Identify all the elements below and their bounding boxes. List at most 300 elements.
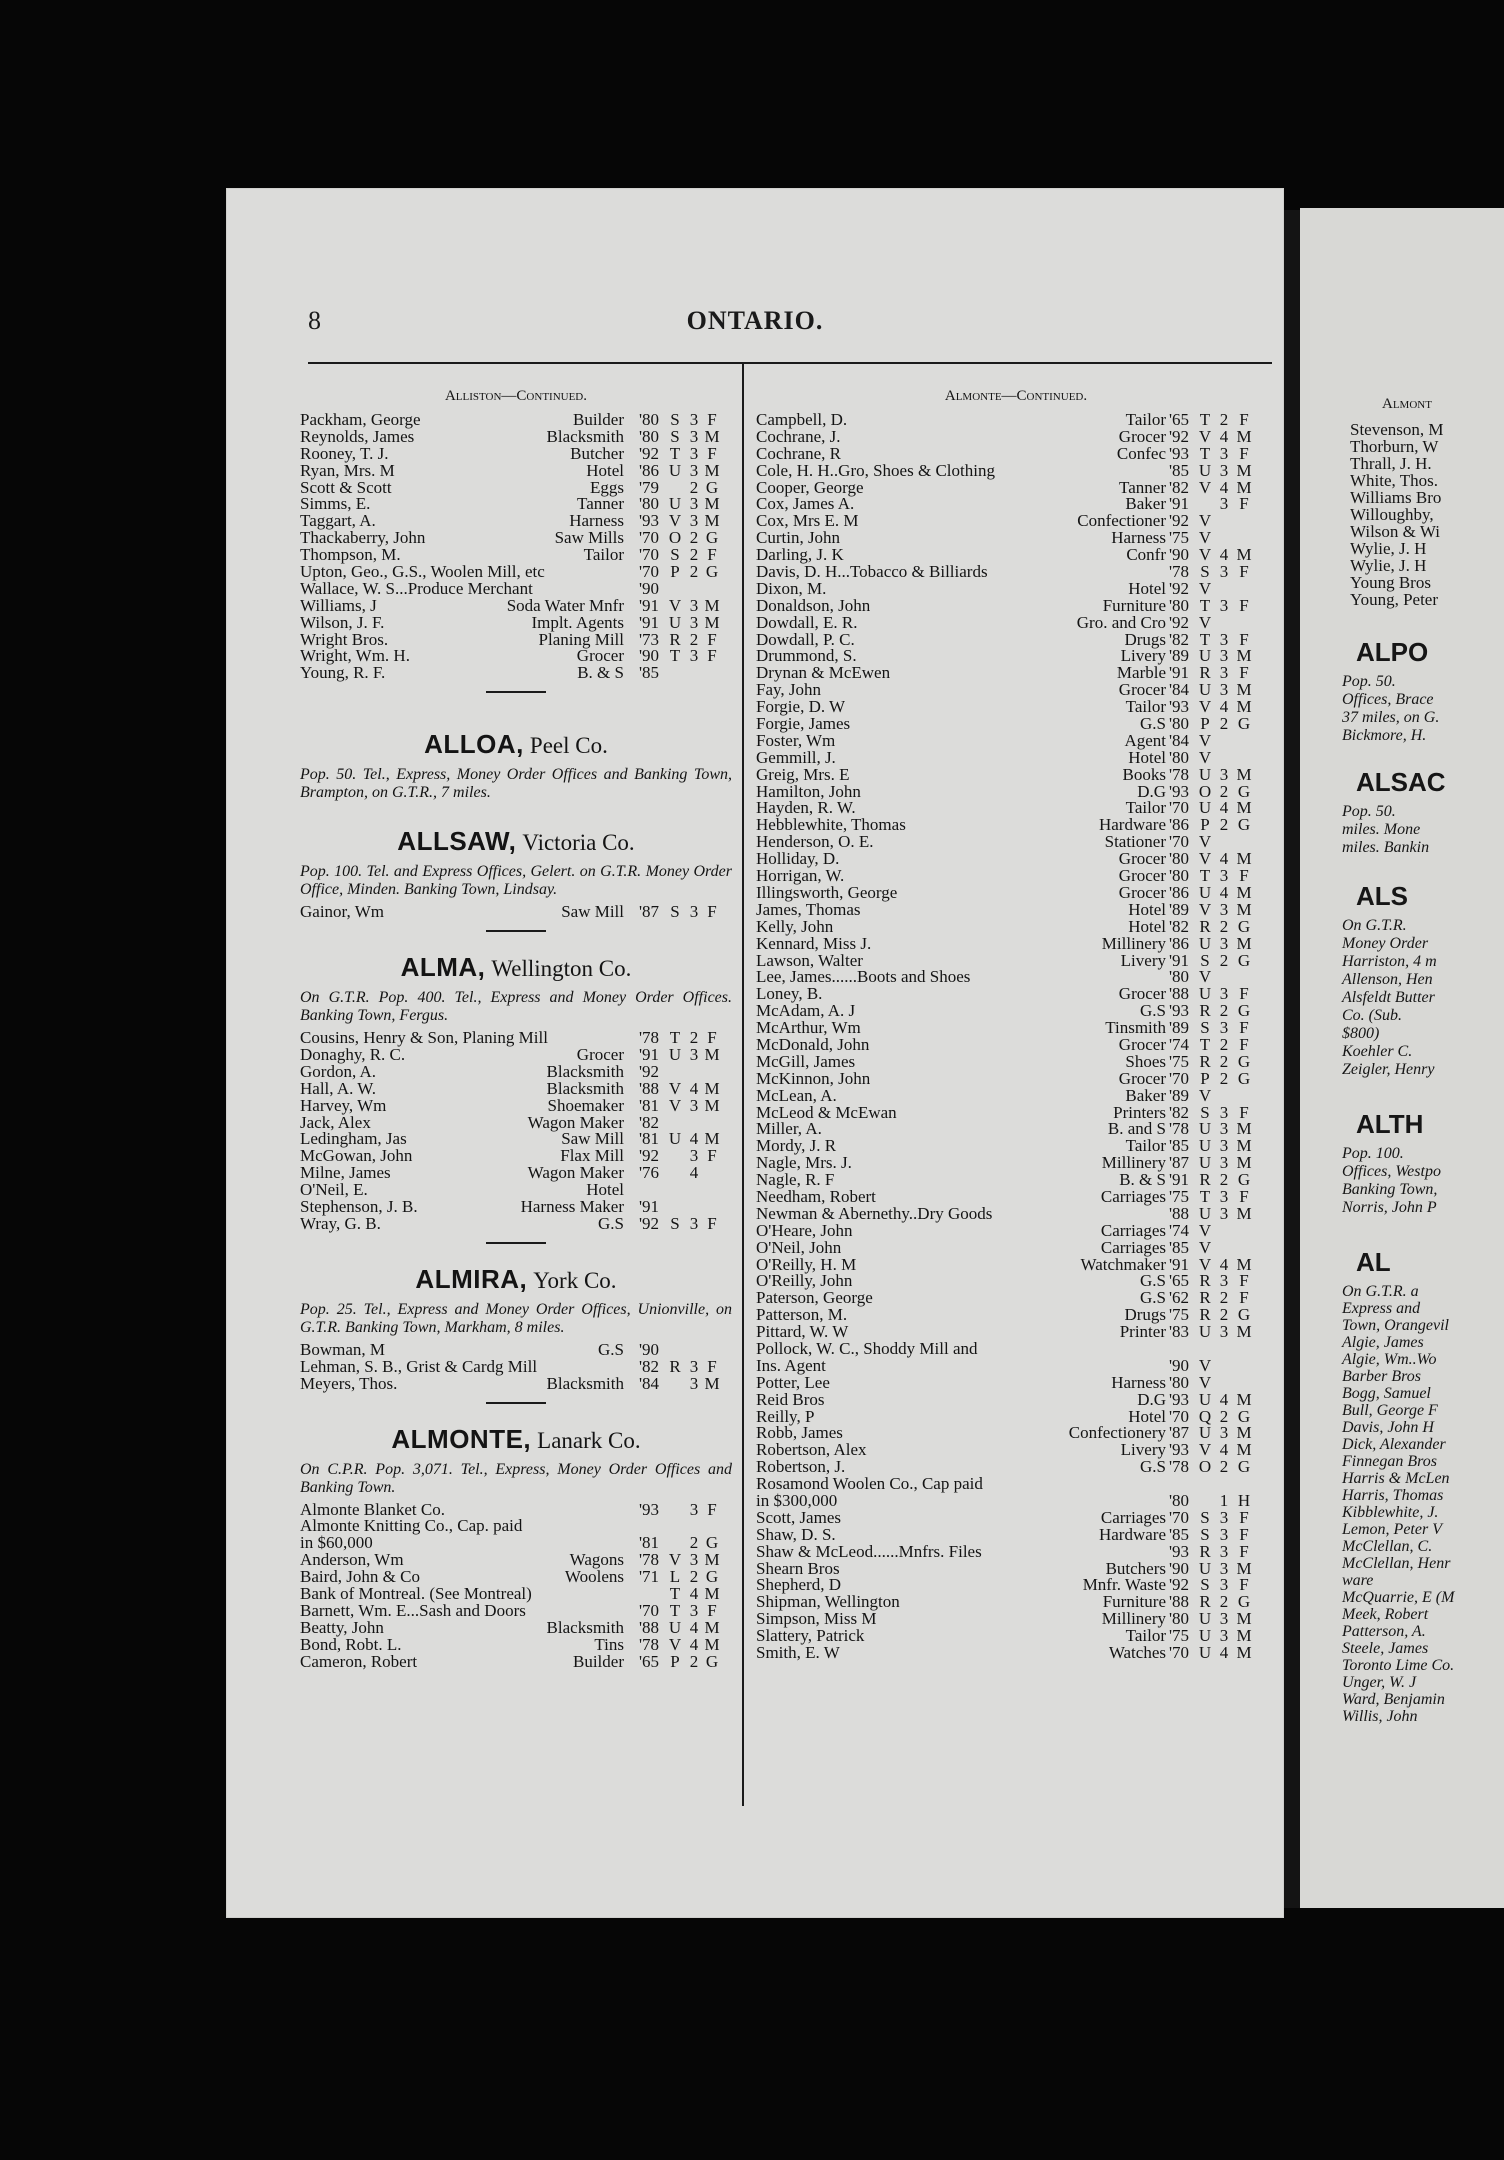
- entry-rating-credit: 3: [1219, 899, 1229, 919]
- entry-business: Shoes: [1125, 1051, 1166, 1071]
- directory-entry: [300, 1568, 732, 1585]
- entry-name: Packham, George: [300, 410, 421, 429]
- neighbor-text-line: Alsfeldt Butter: [1342, 989, 1435, 1006]
- entry-rating-credit: 3: [689, 612, 699, 632]
- entry-year: '92: [638, 1061, 660, 1081]
- county-name: Peel Co.: [529, 733, 608, 759]
- directory-entry: [756, 1644, 1276, 1661]
- entry-year: '91: [1168, 950, 1190, 970]
- entry-year: '90: [638, 646, 660, 666]
- neighbor-place-heading: ALTH: [1356, 1109, 1424, 1139]
- entry-rating-capital: V: [668, 595, 682, 615]
- directory-entry: [756, 1087, 1276, 1104]
- directory-entry: [300, 1602, 732, 1619]
- entry-year: '81: [638, 1129, 660, 1149]
- entry-rating-capital: U: [668, 494, 682, 514]
- entry-business: Blacksmith: [546, 1078, 624, 1098]
- entry-rating-credit: 4: [1219, 697, 1229, 717]
- directory-entry: [300, 1029, 732, 1046]
- neighbor-text-line: Meek, Robert: [1342, 1606, 1429, 1623]
- directory-entry: [756, 1289, 1276, 1306]
- entry-business: Carriages: [1100, 1507, 1166, 1527]
- entry-year: '91: [1168, 663, 1190, 683]
- entry-rating-credit: 4: [1219, 1643, 1229, 1663]
- entry-name: Dowdall, P. C.: [756, 629, 855, 649]
- county-name: Wellington Co.: [491, 956, 632, 982]
- entry-rating-credit: 3: [1219, 1524, 1229, 1544]
- entry-business: Grocer: [1118, 1034, 1166, 1054]
- entry-rating-capital: U: [1198, 680, 1212, 700]
- directory-entry: [756, 1002, 1276, 1019]
- entry-year: '84: [1168, 680, 1190, 700]
- entry-rating-class: M: [1236, 798, 1252, 818]
- entry-rating-credit: 3: [1219, 494, 1229, 514]
- entry-business: Eggs: [590, 477, 624, 497]
- entry-year: '80: [1168, 1609, 1190, 1629]
- entry-year: '82: [1168, 477, 1190, 497]
- entry-rating-capital: V: [1198, 545, 1212, 565]
- entry-rating-credit: 2: [1219, 815, 1229, 835]
- neighbor-text-line: Banking Town,: [1342, 1181, 1438, 1198]
- neighbor-text-line: Young, Peter: [1350, 590, 1439, 609]
- neighbor-text-line: Algie, James: [1342, 1334, 1424, 1351]
- entry-name: Shepherd, D: [756, 1575, 841, 1595]
- entry-rating-capital: P: [1200, 714, 1210, 734]
- entry-rating-capital: U: [1198, 933, 1212, 953]
- entry-year: '70: [1168, 1643, 1190, 1663]
- directory-entry: [756, 1272, 1276, 1289]
- entry-rating-credit: 4: [1219, 426, 1229, 446]
- entry-rating-class: F: [1239, 1507, 1249, 1527]
- place-description-almira: Pop. 25. Tel., Express and Money Order Offices, Unionville, on G.T.R. Banking Town, Markham, 8 miles.: [300, 1300, 732, 1336]
- entry-year: '82: [1168, 1102, 1190, 1122]
- entry-year: '85: [1168, 1136, 1190, 1156]
- left-column: [300, 388, 732, 1669]
- entry-rating-class: M: [704, 1617, 720, 1637]
- entry-rating-class: F: [1239, 1524, 1249, 1544]
- directory-entry: [756, 411, 1276, 428]
- entry-rating-class: M: [1236, 680, 1252, 700]
- entry-rating-capital: V: [1198, 899, 1212, 919]
- place-heading-almonte: [300, 1424, 732, 1455]
- entry-rating-credit: 3: [1219, 1575, 1229, 1595]
- directory-entry: [300, 1341, 732, 1358]
- entry-year: '88: [638, 1078, 660, 1098]
- entry-rating-capital: R: [1199, 663, 1211, 683]
- directory-entry: [756, 1120, 1276, 1137]
- entry-rating-capital: R: [1199, 1541, 1211, 1561]
- directory-entry: [756, 816, 1276, 833]
- entry-rating-class: M: [1236, 545, 1252, 565]
- entry-rating-capital: S: [670, 902, 680, 922]
- entry-year: '75: [1168, 1305, 1190, 1325]
- section-rule: [486, 1242, 546, 1244]
- entry-rating-class: G: [705, 1567, 719, 1587]
- directory-entry: [300, 462, 732, 479]
- entry-year: '75: [1168, 1051, 1190, 1071]
- entry-business: Confr: [1126, 545, 1166, 565]
- entry-year: '70: [638, 1600, 660, 1620]
- entry-rating-capital: U: [1198, 1153, 1212, 1173]
- neighbor-place-heading: ALS: [1356, 881, 1408, 911]
- neighbor-text-line: Wylie, J. H: [1350, 556, 1427, 575]
- neighbor-text-line: $800): [1342, 1025, 1380, 1042]
- entry-name: Simpson, Miss M: [756, 1609, 877, 1629]
- entry-business: B. & S: [577, 663, 624, 683]
- entry-business: Hardware: [1098, 815, 1166, 835]
- directory-entry: [756, 1137, 1276, 1154]
- place-description-alloa: Pop. 50. Tel., Express, Money Order Offices and Banking Town, Brampton, on G.T.R., 7 miles.: [300, 766, 732, 802]
- entry-year: '89: [1168, 899, 1190, 919]
- entry-rating-capital: U: [668, 460, 682, 480]
- entry-name: Wright Bros.: [300, 629, 389, 649]
- directory-entry: [300, 1198, 732, 1215]
- entry-business: Planing Mill: [538, 629, 624, 649]
- entry-rating-capital: R: [1199, 916, 1211, 936]
- entry-rating-capital: T: [1199, 1186, 1211, 1206]
- entry-rating-class: M: [1236, 646, 1252, 666]
- directory-entry: [756, 884, 1276, 901]
- entry-name: Miller, A.: [756, 1119, 822, 1139]
- entry-name: Jack, Alex: [300, 1112, 371, 1132]
- entry-name: Almonte Knitting Co., Cap. paid: [300, 1516, 523, 1536]
- entry-rating-credit: 2: [689, 1567, 699, 1587]
- neighbor-place-heading: ALPO: [1356, 637, 1429, 667]
- directory-entry: [756, 783, 1276, 800]
- directory-entry: [300, 529, 732, 546]
- entry-rating-credit: 3: [1219, 663, 1229, 683]
- entry-name: Ledingham, Jas: [300, 1129, 407, 1149]
- entry-rating-capital: V: [1198, 426, 1212, 446]
- entry-name: Newman & Abernethy..Dry Goods: [756, 1203, 993, 1223]
- entry-name: Wray, G. B.: [300, 1213, 381, 1233]
- entry-rating-capital: T: [669, 1583, 681, 1603]
- entry-rating-credit: 3: [689, 1095, 699, 1115]
- entry-rating-credit: 3: [1219, 1507, 1229, 1527]
- entry-name: Davis, D. H...Tobacco & Billiards: [756, 562, 988, 582]
- directory-entry: [756, 529, 1276, 546]
- entry-rating-class: G: [1237, 1170, 1251, 1190]
- entry-rating-class: G: [1237, 1406, 1251, 1426]
- entry-name: Hayden, R. W.: [756, 798, 856, 818]
- entry-rating-capital: T: [669, 1600, 681, 1620]
- entry-year: '65: [638, 1651, 660, 1671]
- entry-name: Barnett, Wm. E...Sash and Doors: [300, 1600, 526, 1620]
- directory-entry: [756, 1374, 1276, 1391]
- entry-rating-class: M: [704, 511, 720, 531]
- neighbor-text-line: Patterson, A.: [1342, 1623, 1426, 1640]
- directory-entry: [300, 903, 732, 920]
- entry-rating-credit: 4: [689, 1163, 699, 1183]
- entry-rating-class: G: [1237, 1305, 1251, 1325]
- entry-rating-class: M: [704, 1550, 720, 1570]
- entry-name: Stephenson, J. B.: [300, 1197, 418, 1217]
- directory-entry: [756, 1492, 1276, 1509]
- column-divider: [742, 364, 744, 1806]
- neighbor-text-line: Harris & McLen: [1342, 1470, 1450, 1487]
- entry-year: '80: [638, 494, 660, 514]
- entry-rating-class: M: [704, 1045, 720, 1065]
- entry-name: Bowman, M: [300, 1339, 385, 1359]
- entry-rating-class: F: [707, 443, 717, 463]
- neighbor-text-line: Williams Bro: [1350, 488, 1442, 507]
- entry-rating-credit: 3: [1219, 1322, 1229, 1342]
- entry-name: Simms, E.: [300, 494, 371, 514]
- entry-rating-class: M: [1236, 1203, 1252, 1223]
- entry-business: G.S: [598, 1213, 624, 1233]
- directory-entry: [756, 428, 1276, 445]
- entry-business: Tailor: [1125, 410, 1166, 429]
- entry-business: Livery: [1120, 646, 1166, 666]
- entry-name: Almonte Blanket Co.: [300, 1499, 445, 1519]
- entry-rating-credit: 3: [1219, 595, 1229, 615]
- directory-entry: [756, 749, 1276, 766]
- entry-rating-capital: V: [1198, 1355, 1212, 1375]
- entry-business: Confectionery: [1068, 1423, 1166, 1443]
- entry-year: '70: [1168, 1406, 1190, 1426]
- entry-rating-credit: 4: [689, 1617, 699, 1637]
- entry-name: Cousins, Henry & Son, Planing Mill: [300, 1028, 548, 1048]
- entry-name: O'Reilly, John: [756, 1271, 853, 1291]
- neighbor-text-line: Allenson, Hen: [1342, 971, 1433, 988]
- entry-year: '65: [1168, 1271, 1190, 1291]
- entry-rating-class: F: [1239, 1541, 1249, 1561]
- entry-rating-capital: S: [1200, 1507, 1210, 1527]
- entry-business: Watchmaker: [1080, 1254, 1166, 1274]
- entry-rating-capital: V: [1198, 612, 1212, 632]
- entry-rating-class: F: [707, 629, 717, 649]
- neighbor-text-line: Pop. 50.: [1342, 803, 1396, 820]
- entry-name: Dowdall, E. R.: [756, 612, 858, 632]
- entry-name: Needham, Robert: [756, 1186, 876, 1206]
- entry-rating-credit: 3: [1219, 933, 1229, 953]
- directory-entry: [756, 563, 1276, 580]
- entry-rating-capital: R: [1199, 1305, 1211, 1325]
- entry-rating-credit: 2: [1219, 1288, 1229, 1308]
- entry-rating-class: G: [1237, 815, 1251, 835]
- neighbor-text-line: Steele, James: [1342, 1640, 1429, 1657]
- entry-rating-capital: V: [1198, 1372, 1212, 1392]
- directory-entry: [756, 1104, 1276, 1121]
- entry-business: Grocer: [1118, 680, 1166, 700]
- entry-name: Curtin, John: [756, 528, 841, 548]
- entry-rating-credit: 4: [689, 1129, 699, 1149]
- entry-name: Cochrane, J.: [756, 426, 841, 446]
- directory-entry: [300, 512, 732, 529]
- entry-rating-class: M: [704, 426, 720, 446]
- entry-rating-capital: T: [1199, 866, 1211, 886]
- entry-year: '85: [1168, 460, 1190, 480]
- entry-year: '74: [1168, 1220, 1190, 1240]
- entry-rating-class: F: [1239, 1034, 1249, 1054]
- entry-business: Wagon Maker: [527, 1112, 624, 1132]
- entry-year: '62: [1168, 1288, 1190, 1308]
- entry-rating-credit: 3: [1219, 1423, 1229, 1443]
- entry-year: '82: [638, 1112, 660, 1132]
- entry-business: G.S: [598, 1339, 624, 1359]
- directory-entry: [300, 647, 732, 664]
- entry-name: Scott, James: [756, 1507, 841, 1527]
- entry-business: Millinery: [1101, 1153, 1166, 1173]
- entry-rating-capital: V: [1198, 477, 1212, 497]
- entry-rating-capital: U: [1198, 1558, 1212, 1578]
- directory-entry: [756, 1154, 1276, 1171]
- entry-rating-class: G: [705, 1651, 719, 1671]
- neighbor-text-line: Davis, John H: [1342, 1419, 1434, 1436]
- directory-entry: [756, 715, 1276, 732]
- entry-rating-credit: 3: [1219, 1558, 1229, 1578]
- neighbor-text-line: Toronto Lime Co.: [1342, 1657, 1455, 1674]
- entry-rating-capital: U: [1198, 1626, 1212, 1646]
- entry-rating-class: F: [707, 1213, 717, 1233]
- entry-name: Mordy, J. R: [756, 1136, 837, 1156]
- entry-rating-credit: 3: [689, 1600, 699, 1620]
- directory-entry: [756, 1593, 1276, 1610]
- entry-rating-credit: 4: [689, 1078, 699, 1098]
- entry-rating-capital: V: [1198, 578, 1212, 598]
- entry-year: '91: [638, 612, 660, 632]
- entry-business: Saw Mill: [561, 1129, 624, 1149]
- directory-entry: [756, 1306, 1276, 1323]
- entry-rating-capital: R: [1199, 1288, 1211, 1308]
- entry-name: Ins. Agent: [756, 1355, 826, 1375]
- neighbor-text-line: Money Order: [1342, 935, 1429, 952]
- entry-business: Grocer: [1118, 426, 1166, 446]
- entry-rating-credit: 2: [689, 545, 699, 565]
- entry-name: O'Reilly, H. M: [756, 1254, 857, 1274]
- entry-rating-capital: V: [668, 511, 682, 531]
- neighbor-text-line: On G.T.R.: [1342, 917, 1407, 934]
- entry-rating-credit: 3: [1219, 443, 1229, 463]
- entry-name: Loney, B.: [756, 984, 823, 1004]
- entry-rating-credit: 3: [689, 443, 699, 463]
- entry-rating-capital: S: [670, 545, 680, 565]
- entry-name: Hebblewhite, Thomas: [756, 815, 906, 835]
- entry-rating-capital: V: [1198, 1440, 1212, 1460]
- entry-name: Reid Bros: [756, 1389, 825, 1409]
- entry-rating-capital: V: [1198, 1237, 1212, 1257]
- entry-name: McArthur, Wm: [756, 1018, 861, 1038]
- entry-rating-credit: 3: [689, 426, 699, 446]
- entry-name: Henderson, O. E.: [756, 832, 874, 852]
- entry-rating-capital: S: [670, 410, 680, 429]
- entry-business: Butcher: [570, 443, 624, 463]
- entry-name: Beatty, John: [300, 1617, 384, 1637]
- directory-entry: [756, 1340, 1276, 1357]
- entry-rating-credit: 4: [1219, 882, 1229, 902]
- entry-name: Cox, James A.: [756, 494, 855, 514]
- entry-rating-class: M: [1236, 1153, 1252, 1173]
- entry-name: Robertson, Alex: [756, 1440, 867, 1460]
- place-description-almonte: On C.P.R. Pop. 3,071. Tel., Express, Money Order Offices and Banking Town.: [300, 1460, 732, 1496]
- entry-rating-capital: V: [1198, 747, 1212, 767]
- entry-name: Pittard, W. W: [756, 1322, 849, 1342]
- directory-entry: [300, 428, 732, 445]
- section-rule: [486, 1402, 546, 1404]
- entry-rating-class: M: [1236, 697, 1252, 717]
- directory-entry: [300, 1636, 732, 1653]
- neighbor-text-line: Kibblewhite, J.: [1342, 1504, 1439, 1521]
- entry-business: Flax Mill: [560, 1146, 624, 1166]
- entry-year: '92: [1168, 578, 1190, 598]
- entry-name: Holliday, D.: [756, 849, 840, 869]
- almonte-list: [300, 1501, 732, 1670]
- entry-business: Tailor: [1125, 798, 1166, 818]
- entry-name: Patterson, M.: [756, 1305, 848, 1325]
- entry-year: '93: [1168, 443, 1190, 463]
- entry-rating-capital: T: [669, 443, 681, 463]
- directory-entry: [300, 1653, 732, 1670]
- entry-business: Watches: [1108, 1643, 1166, 1663]
- entry-rating-credit: 1: [1219, 1491, 1229, 1510]
- entry-rating-class: F: [1239, 562, 1249, 582]
- entry-rating-class: M: [1236, 882, 1252, 902]
- entry-name: Lawson, Walter: [756, 950, 863, 970]
- neighbor-text-line: Thrall, J. H.: [1350, 454, 1432, 473]
- entry-business: Butchers: [1105, 1558, 1166, 1578]
- entry-rating-class: M: [704, 1095, 720, 1115]
- directory-entry: [300, 614, 732, 631]
- directory-entry: [756, 1627, 1276, 1644]
- entry-rating-capital: V: [1198, 967, 1212, 987]
- directory-entry: [300, 580, 732, 597]
- entry-rating-credit: 3: [1219, 1626, 1229, 1646]
- entry-rating-credit: 3: [689, 646, 699, 666]
- entry-rating-credit: 2: [1219, 1305, 1229, 1325]
- entry-rating-credit: 3: [689, 410, 699, 429]
- place-heading-alma: [300, 952, 732, 983]
- directory-entry: [300, 1534, 732, 1551]
- directory-entry: [756, 1475, 1276, 1492]
- entry-year: '70: [638, 528, 660, 548]
- entry-business: Millinery: [1101, 1609, 1166, 1629]
- allsaw-list: [300, 903, 732, 920]
- entry-year: '87: [1168, 1423, 1190, 1443]
- entry-year: '91: [1168, 1254, 1190, 1274]
- entry-rating-capital: T: [669, 1028, 681, 1048]
- directory-entry: [300, 1063, 732, 1080]
- directory-entry: [756, 445, 1276, 462]
- entry-rating-credit: 2: [689, 1651, 699, 1671]
- entry-rating-class: G: [705, 528, 719, 548]
- entry-name: Wallace, W. S...Produce Merchant: [300, 578, 533, 598]
- entry-rating-class: M: [704, 494, 720, 514]
- entry-rating-class: M: [1236, 1254, 1252, 1274]
- entry-rating-capital: S: [670, 426, 680, 446]
- entry-rating-class: M: [704, 1129, 720, 1149]
- entry-rating-capital: U: [668, 1045, 682, 1065]
- entry-name: Reynolds, James: [300, 426, 415, 446]
- entry-rating-class: G: [705, 477, 719, 497]
- neighbor-text-line: miles. Mone: [1342, 821, 1421, 838]
- entry-name: McKinnon, John: [756, 1068, 871, 1088]
- entry-rating-class: M: [1236, 1423, 1252, 1443]
- entry-year: '92: [638, 443, 660, 463]
- entry-rating-class: M: [1236, 933, 1252, 953]
- entry-business: D.G: [1137, 1389, 1166, 1409]
- entry-rating-capital: R: [1199, 1170, 1211, 1190]
- entry-rating-class: G: [1237, 1592, 1251, 1612]
- continued-heading-alliston: Alliston—Continued.: [444, 388, 588, 404]
- neighbor-text-line: Algie, Wm..Wo: [1342, 1351, 1437, 1368]
- neighbor-text-line: Willoughby,: [1350, 505, 1434, 524]
- entry-business: Grocer: [1118, 866, 1166, 886]
- neighbor-text-line: Express and: [1342, 1300, 1421, 1317]
- entry-year: '70: [1168, 798, 1190, 818]
- entry-rating-class: M: [1236, 1389, 1252, 1409]
- directory-entry: [756, 479, 1276, 496]
- entry-year: '87: [638, 902, 660, 922]
